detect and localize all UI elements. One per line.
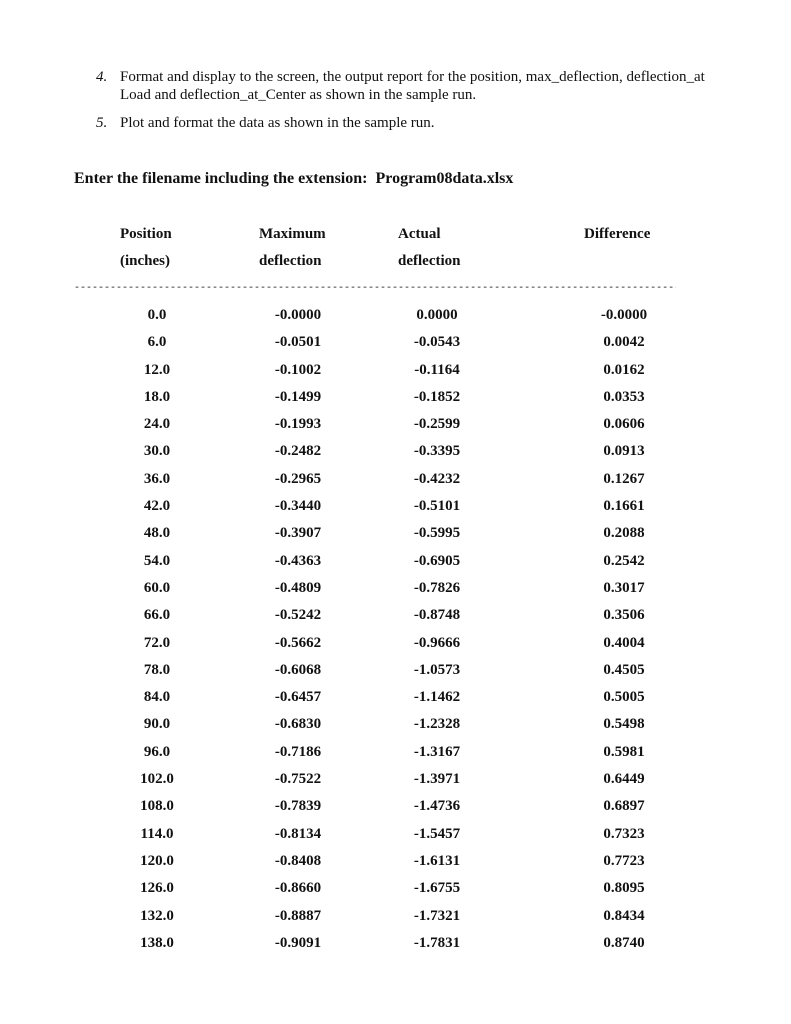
cell-maximum-deflection: -0.1993: [274, 416, 322, 433]
table-row: [0, 635, 791, 662]
table-row: [0, 880, 791, 907]
data-table-body: [0, 307, 791, 962]
cell-maximum-deflection: -0.0000: [274, 307, 322, 323]
table-row: [0, 662, 791, 689]
cell-actual-deflection: -1.7321: [413, 907, 461, 924]
instruction-number: 5.: [96, 115, 108, 131]
cell-difference: -0.0000: [600, 307, 648, 323]
cell-actual-deflection: -0.2599: [413, 416, 461, 433]
cell-maximum-deflection: -0.4809: [274, 579, 322, 596]
cell-position: 6.0: [147, 334, 167, 351]
cell-actual-deflection: -0.8748: [413, 607, 461, 624]
table-row: [0, 307, 791, 334]
header-position-line2: (inches): [120, 253, 170, 269]
cell-difference: 0.8434: [603, 907, 645, 924]
table-row: [0, 580, 791, 607]
cell-actual-deflection: -1.6131: [413, 852, 461, 869]
table-row: [0, 498, 791, 525]
cell-difference: 0.8740: [603, 934, 645, 951]
header-position-line1: Position: [120, 226, 172, 242]
cell-position: 126.0: [140, 880, 174, 897]
cell-position: 132.0: [140, 907, 174, 924]
prompt-filename: Program08data.xlsx: [375, 170, 514, 187]
cell-difference: 0.6449: [603, 771, 645, 788]
cell-actual-deflection: -1.3971: [413, 771, 461, 788]
cell-difference: 0.7323: [603, 825, 645, 842]
table-row: [0, 853, 791, 880]
cell-difference: 0.3506: [603, 607, 645, 624]
table-row: [0, 416, 791, 443]
cell-maximum-deflection: -0.7186: [274, 743, 322, 760]
cell-actual-deflection: -1.1462: [413, 689, 461, 706]
cell-actual-deflection: 0.0000: [416, 307, 458, 323]
filename-prompt: [74, 170, 513, 188]
cell-maximum-deflection: -0.5662: [274, 634, 322, 651]
header-actual-line1: Actual: [398, 226, 441, 242]
cell-position: 72.0: [143, 634, 171, 651]
table-row: [0, 334, 791, 361]
cell-position: 36.0: [143, 470, 171, 487]
cell-maximum-deflection: -0.7839: [274, 798, 322, 815]
cell-actual-deflection: -1.3167: [413, 743, 461, 760]
cell-actual-deflection: -1.5457: [413, 825, 461, 842]
cell-actual-deflection: -0.1852: [413, 388, 461, 405]
instruction-number: 4.: [96, 69, 108, 85]
cell-difference: 0.5498: [603, 716, 645, 733]
table-row: [0, 389, 791, 416]
prompt-label: Enter the filename including the extension:: [74, 170, 368, 187]
cell-difference: 0.2088: [603, 525, 645, 542]
header-difference-line1: Difference: [584, 226, 651, 242]
table-row: [0, 716, 791, 743]
table-row: [0, 362, 791, 389]
table-row: [0, 935, 791, 962]
cell-maximum-deflection: -0.8134: [274, 825, 322, 842]
cell-difference: 0.2542: [603, 552, 645, 569]
cell-actual-deflection: -1.6755: [413, 880, 461, 897]
cell-position: 108.0: [140, 798, 174, 815]
cell-maximum-deflection: -0.3440: [274, 498, 322, 515]
table-row: [0, 744, 791, 771]
dashed-divider: [74, 284, 676, 294]
cell-actual-deflection: -0.3395: [413, 443, 461, 460]
cell-position: 54.0: [143, 552, 171, 569]
cell-actual-deflection: -1.4736: [413, 798, 461, 815]
cell-difference: 0.3017: [603, 579, 645, 596]
table-row: [0, 471, 791, 498]
cell-actual-deflection: -0.0543: [413, 334, 461, 351]
cell-actual-deflection: -0.7826: [413, 579, 461, 596]
cell-actual-deflection: -0.5995: [413, 525, 461, 542]
cell-position: 66.0: [143, 607, 171, 624]
cell-difference: 0.0353: [603, 388, 645, 405]
cell-difference: 0.0162: [603, 361, 645, 378]
instruction-text: Format and display to the screen, the output report for the position, max_deflection, deflection_at Load and deflection_at_Center as shown in the sample run.: [120, 69, 705, 103]
instruction-item-4: [96, 68, 736, 104]
cell-maximum-deflection: -0.8408: [274, 852, 322, 869]
cell-maximum-deflection: -0.6068: [274, 661, 322, 678]
table-row: [0, 798, 791, 825]
cell-actual-deflection: -0.4232: [413, 470, 461, 487]
cell-maximum-deflection: -0.3907: [274, 525, 322, 542]
cell-difference: 0.5981: [603, 743, 645, 760]
cell-difference: 0.7723: [603, 852, 645, 869]
header-maximum-line1: Maximum: [259, 226, 326, 242]
cell-difference: 0.4004: [603, 634, 645, 651]
cell-maximum-deflection: -0.6830: [274, 716, 322, 733]
cell-maximum-deflection: -0.2965: [274, 470, 322, 487]
cell-position: 78.0: [143, 661, 171, 678]
table-row: [0, 908, 791, 935]
header-difference: [584, 226, 650, 243]
table-row: [0, 771, 791, 798]
cell-actual-deflection: -1.0573: [413, 661, 461, 678]
cell-actual-deflection: -0.6905: [413, 552, 461, 569]
cell-position: 42.0: [143, 498, 171, 515]
cell-position: 120.0: [140, 852, 174, 869]
table-row: [0, 689, 791, 716]
cell-maximum-deflection: -0.6457: [274, 689, 322, 706]
cell-maximum-deflection: -0.2482: [274, 443, 322, 460]
cell-maximum-deflection: -0.1002: [274, 361, 322, 378]
cell-maximum-deflection: -0.8660: [274, 880, 322, 897]
cell-maximum-deflection: -0.8887: [274, 907, 322, 924]
cell-difference: 0.6897: [603, 798, 645, 815]
cell-position: 138.0: [140, 934, 174, 951]
cell-maximum-deflection: -0.5242: [274, 607, 322, 624]
cell-position: 48.0: [143, 525, 171, 542]
cell-actual-deflection: -1.2328: [413, 716, 461, 733]
cell-position: 96.0: [143, 743, 171, 760]
header-actual-deflection: [398, 226, 460, 270]
table-row: [0, 443, 791, 470]
cell-difference: 0.0606: [603, 416, 645, 433]
header-maximum-line2: deflection: [259, 253, 322, 269]
cell-actual-deflection: -0.1164: [414, 361, 460, 378]
cell-position: 12.0: [143, 361, 171, 378]
table-row: [0, 525, 791, 552]
cell-difference: 0.1661: [603, 498, 645, 515]
table-row: [0, 553, 791, 580]
cell-position: 84.0: [143, 689, 171, 706]
table-row: [0, 607, 791, 634]
cell-position: 114.0: [140, 825, 174, 842]
cell-difference: 0.0913: [603, 443, 645, 460]
cell-maximum-deflection: -0.0501: [274, 334, 322, 351]
cell-actual-deflection: -0.9666: [413, 634, 461, 651]
cell-position: 18.0: [143, 388, 171, 405]
cell-difference: 0.4505: [603, 661, 645, 678]
cell-position: 30.0: [143, 443, 171, 460]
cell-position: 60.0: [143, 579, 171, 596]
instruction-list: [96, 68, 736, 142]
cell-actual-deflection: -1.7831: [413, 934, 461, 951]
cell-difference: 0.8095: [603, 880, 645, 897]
cell-difference: 0.1267: [603, 470, 645, 487]
cell-position: 90.0: [143, 716, 171, 733]
cell-actual-deflection: -0.5101: [413, 498, 461, 515]
instruction-item-5: [96, 114, 736, 132]
cell-position: 0.0: [147, 307, 167, 323]
header-position: [120, 226, 172, 270]
cell-maximum-deflection: -0.9091: [274, 934, 322, 951]
table-row: [0, 826, 791, 853]
cell-difference: 0.0042: [603, 334, 645, 351]
instruction-text: Plot and format the data as shown in the sample run.: [120, 115, 435, 131]
cell-difference: 0.5005: [603, 689, 645, 706]
header-maximum-deflection: [259, 226, 326, 270]
cell-position: 102.0: [140, 771, 174, 788]
header-actual-line2: deflection: [398, 253, 461, 269]
cell-maximum-deflection: -0.4363: [274, 552, 322, 569]
cell-maximum-deflection: -0.7522: [274, 771, 322, 788]
cell-maximum-deflection: -0.1499: [274, 388, 322, 405]
cell-position: 24.0: [143, 416, 171, 433]
